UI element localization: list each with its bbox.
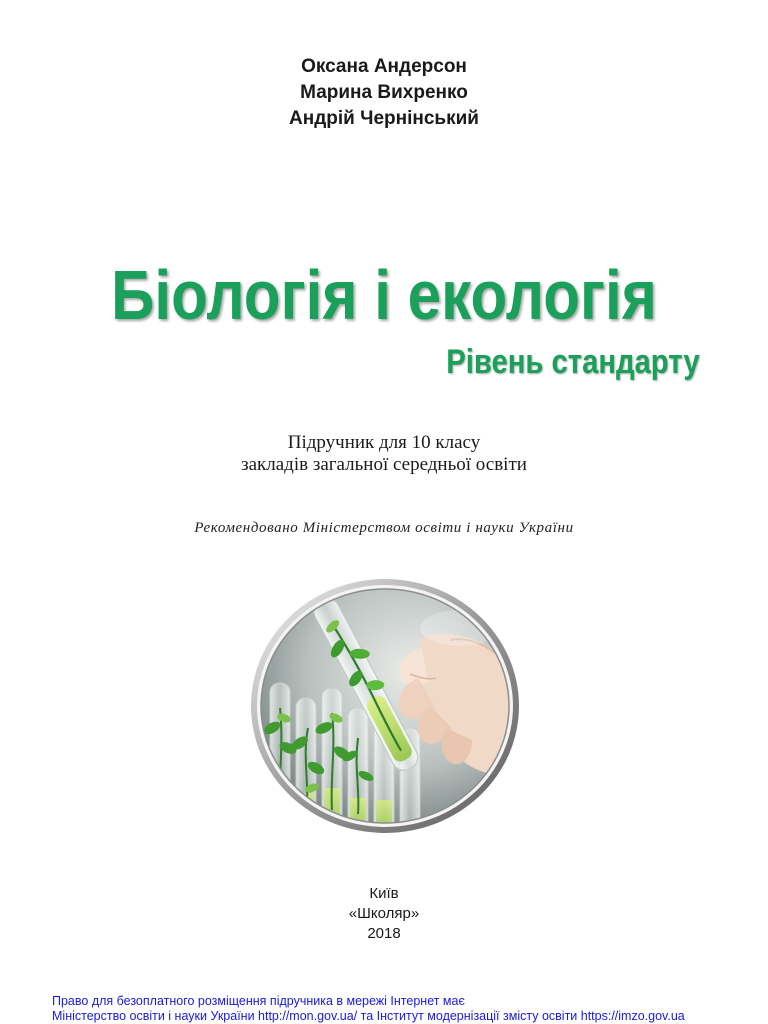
- license-footer-note: [52, 994, 685, 1024]
- book-description: [0, 432, 768, 476]
- imprint-block: [0, 884, 768, 944]
- book-title: Біологія і екологія: [111, 256, 657, 334]
- ministry-recommendation: Рекомендовано Міністерством освіти і науки України: [194, 520, 574, 536]
- author-name: Андрій Чернінський: [289, 108, 479, 129]
- cover-illustration-lab-plants: [250, 578, 520, 834]
- imprint-city: Київ: [369, 885, 399, 902]
- footer-line: Міністерство освіти і науки України http://mon.gov.ua/ та Інститут модернізації змісту освіти https://imzo.gov.ua: [52, 1009, 685, 1023]
- imprint-year: 2018: [367, 925, 401, 942]
- imprint-publisher: «Школяр»: [348, 905, 420, 922]
- authors-block: [0, 54, 768, 132]
- author-name: Марина Вихренко: [300, 82, 468, 103]
- book-subtitle: Рівень стандарту: [446, 343, 700, 381]
- footer-line: Право для безоплатного розміщення підручника в мережі Інтернет має: [52, 994, 465, 1008]
- description-line: закладів загальної середньої освіти: [241, 454, 527, 475]
- author-name: Оксана Андерсон: [301, 56, 467, 77]
- description-line: Підручник для 10 класу: [287, 432, 481, 453]
